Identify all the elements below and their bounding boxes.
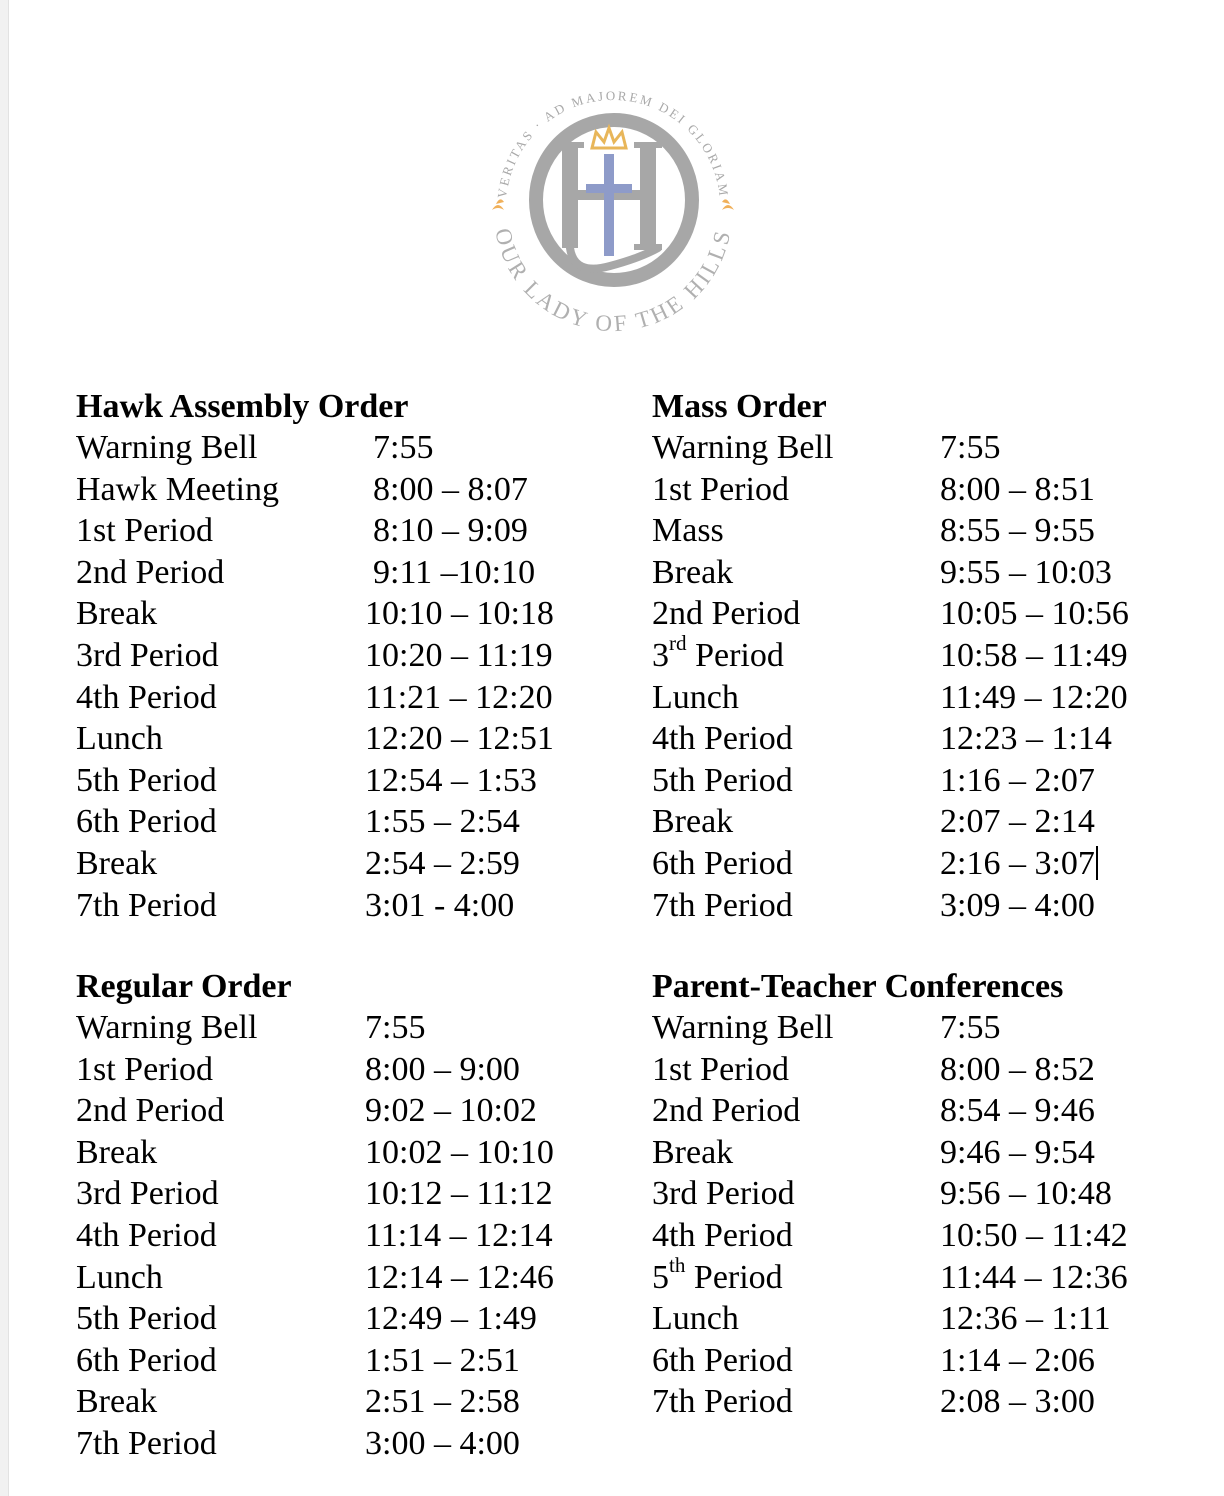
hawk-assembly-schedule [76,386,616,926]
period-time: 2:51 – 2:58 [365,1383,520,1421]
schedule-row [652,1215,1192,1257]
schedule-row [652,1007,1192,1049]
period-label: 4th Period [652,1216,793,1254]
schedule-rows [652,1007,1192,1423]
schedule-row [652,552,1192,594]
period-label: Mass [652,512,724,550]
period-label: 7th Period [76,1424,217,1462]
schedule-rows [652,427,1192,926]
period-label: 4th Period [76,678,217,716]
period-label: Warning Bell [76,429,258,466]
schedule-row [76,885,616,927]
schedule-row [76,510,616,552]
period-time: 1:51 – 2:51 [365,1341,520,1379]
period-label: 6th Period [76,1341,217,1379]
seal-top-text: VERITAS · AD MAJOREM DEI GLORIAM [494,87,732,199]
schedule-row [652,677,1192,719]
period-label: 3rd Period [76,636,219,674]
period-time: 11:49 – 12:20 [940,678,1128,716]
period-label: 2nd Period [652,1092,801,1130]
schedule-row [652,510,1192,552]
schedule-row [652,1173,1192,1215]
schedule-row [652,593,1192,635]
period-label: 7th Period [76,886,217,924]
schedule-row [76,1173,616,1215]
schedule-row [652,760,1192,802]
period-time: 10:58 – 11:49 [940,636,1128,674]
schedule-row [76,1340,616,1382]
period-time: 2:54 – 2:59 [365,844,520,882]
schedule-row [76,552,616,594]
period-time: 1:14 – 2:06 [940,1341,1095,1379]
period-label: 4th Period [652,720,793,758]
period-time: 12:36 – 1:11 [940,1300,1111,1338]
period-label: 5th Period [76,761,217,799]
schedule-rows [76,427,616,926]
period-label: Break [652,1133,734,1171]
period-label: 1st Period [76,512,213,550]
mass-order-schedule [652,386,1192,926]
schedule-row [652,1381,1192,1423]
schedule-row [652,631,1192,677]
period-label: Lunch [76,720,163,758]
period-time: 1:16 – 2:07 [940,761,1095,799]
period-label: 3rd Period [652,631,784,674]
period-label: 7th Period [652,1383,793,1421]
schedule-row [76,593,616,635]
schedule-row [76,1298,616,1340]
schedule-row [76,1423,616,1465]
period-time: 10:05 – 10:56 [940,595,1129,633]
period-time: 3:09 – 4:00 [940,886,1095,924]
parent-teacher-conferences-schedule [652,966,1192,1423]
period-label: 7th Period [652,886,793,924]
period-label: Break [652,803,734,841]
period-time: 9:11 –10:10 [373,553,536,591]
period-time: 8:00 – 9:00 [365,1050,520,1088]
schedule-rows [76,1007,616,1465]
schedule-row [76,718,616,760]
schedule-row [76,677,616,719]
schedule-row [76,427,616,469]
period-label: Break [76,1133,158,1171]
schedule-row [76,1215,616,1257]
period-label: Lunch [652,678,739,716]
period-time: 10:02 – 10:10 [365,1133,554,1171]
period-time: 7:55 [940,429,1001,466]
schedule-row [76,1132,616,1174]
period-time: 11:14 – 12:14 [365,1216,553,1254]
seal-bottom-text: OUR LADY OF THE HILLS [490,225,736,337]
schedule-row [652,469,1192,511]
schedule-row [76,843,616,885]
schedule-row [76,1090,616,1132]
period-time: 7:55 [373,429,434,466]
schedule-row [652,1298,1192,1340]
period-label: 1st Period [652,1050,789,1088]
period-time: 8:10 – 9:09 [373,512,528,550]
text-cursor [1096,846,1098,880]
period-time: 12:14 – 12:46 [365,1258,554,1296]
period-time: 10:10 – 10:18 [365,595,554,633]
schedule-title: Mass Order [652,388,827,425]
period-label: 4th Period [76,1216,217,1254]
period-label: 1st Period [76,1050,213,1088]
schedule-row [76,1257,616,1299]
period-label: Warning Bell [652,429,834,466]
regular-order-schedule [76,966,616,1465]
period-time: 3:00 – 4:00 [365,1424,520,1462]
period-time: 11:21 – 12:20 [365,678,553,716]
period-time: 8:00 – 8:52 [940,1050,1095,1088]
schedule-title: Hawk Assembly Order [76,388,409,425]
schedule-row [76,469,616,511]
schedule-row [652,427,1192,469]
period-label: Break [76,844,158,882]
period-label: 5th Period [652,1253,783,1296]
period-label: 2nd Period [652,595,801,633]
period-time: 10:50 – 11:42 [940,1216,1128,1254]
olh-seal-icon [478,72,748,342]
period-time: 7:55 [940,1009,1001,1046]
period-label: 1st Period [652,470,789,508]
period-time: 2:08 – 3:00 [940,1383,1095,1421]
period-time: 3:01 - 4:00 [365,886,515,924]
period-label: Hawk Meeting [76,470,280,508]
period-label: Break [76,1383,158,1421]
period-time: 8:55 – 9:55 [940,512,1095,550]
period-time: 1:55 – 2:54 [365,803,520,841]
page-left-edge [0,0,9,1496]
schedule-row [652,1253,1192,1299]
period-label: Break [652,553,734,591]
period-time: 2:16 – 3:07 [940,843,1098,885]
schedule-row [76,1381,616,1423]
period-label: 6th Period [76,803,217,841]
period-time: 7:55 [365,1009,426,1046]
schedule-row [652,1340,1192,1382]
period-time: 10:12 – 11:12 [365,1175,553,1213]
period-time: 9:55 – 10:03 [940,553,1112,591]
schedule-row [652,843,1192,885]
schedule-row [76,1007,616,1049]
period-label: 5th Period [76,1300,217,1338]
period-time: 12:49 – 1:49 [365,1300,537,1338]
period-label: 6th Period [652,1341,793,1379]
period-label: 5th Period [652,761,793,799]
period-label: Lunch [652,1300,739,1338]
period-label: 3rd Period [652,1175,795,1213]
schedule-row [652,885,1192,927]
schedule-row [652,801,1192,843]
period-label: 2nd Period [76,1092,225,1130]
period-time: 9:46 – 9:54 [940,1133,1095,1171]
period-label: 6th Period [652,844,793,882]
period-time: 9:56 – 10:48 [940,1175,1112,1213]
schedule-row [76,760,616,802]
schedule-title: Regular Order [76,968,292,1005]
period-time: 12:20 – 12:51 [365,720,554,758]
period-label: 3rd Period [76,1175,219,1213]
schedule-row [76,1049,616,1091]
schedule-row [652,1090,1192,1132]
period-label: Lunch [76,1258,163,1296]
period-time: 8:54 – 9:46 [940,1092,1095,1130]
period-label: Warning Bell [652,1009,834,1046]
schedule-row [652,718,1192,760]
period-label: 2nd Period [76,553,225,591]
period-time: 10:20 – 11:19 [365,636,553,674]
period-time: 9:02 – 10:02 [365,1092,537,1130]
schedule-row [76,801,616,843]
schedule-title: Parent-Teacher Conferences [652,968,1064,1005]
period-time: 11:44 – 12:36 [940,1258,1128,1296]
period-time: 12:54 – 1:53 [365,761,537,799]
schedule-row [652,1049,1192,1091]
period-time: 8:00 – 8:51 [940,470,1095,508]
period-label: Break [76,595,158,633]
period-time: 2:07 – 2:14 [940,803,1095,841]
period-label: Warning Bell [76,1009,258,1046]
period-time: 8:00 – 8:07 [373,470,528,508]
schedule-row [652,1132,1192,1174]
schedule-row [76,635,616,677]
period-time: 12:23 – 1:14 [940,720,1112,758]
